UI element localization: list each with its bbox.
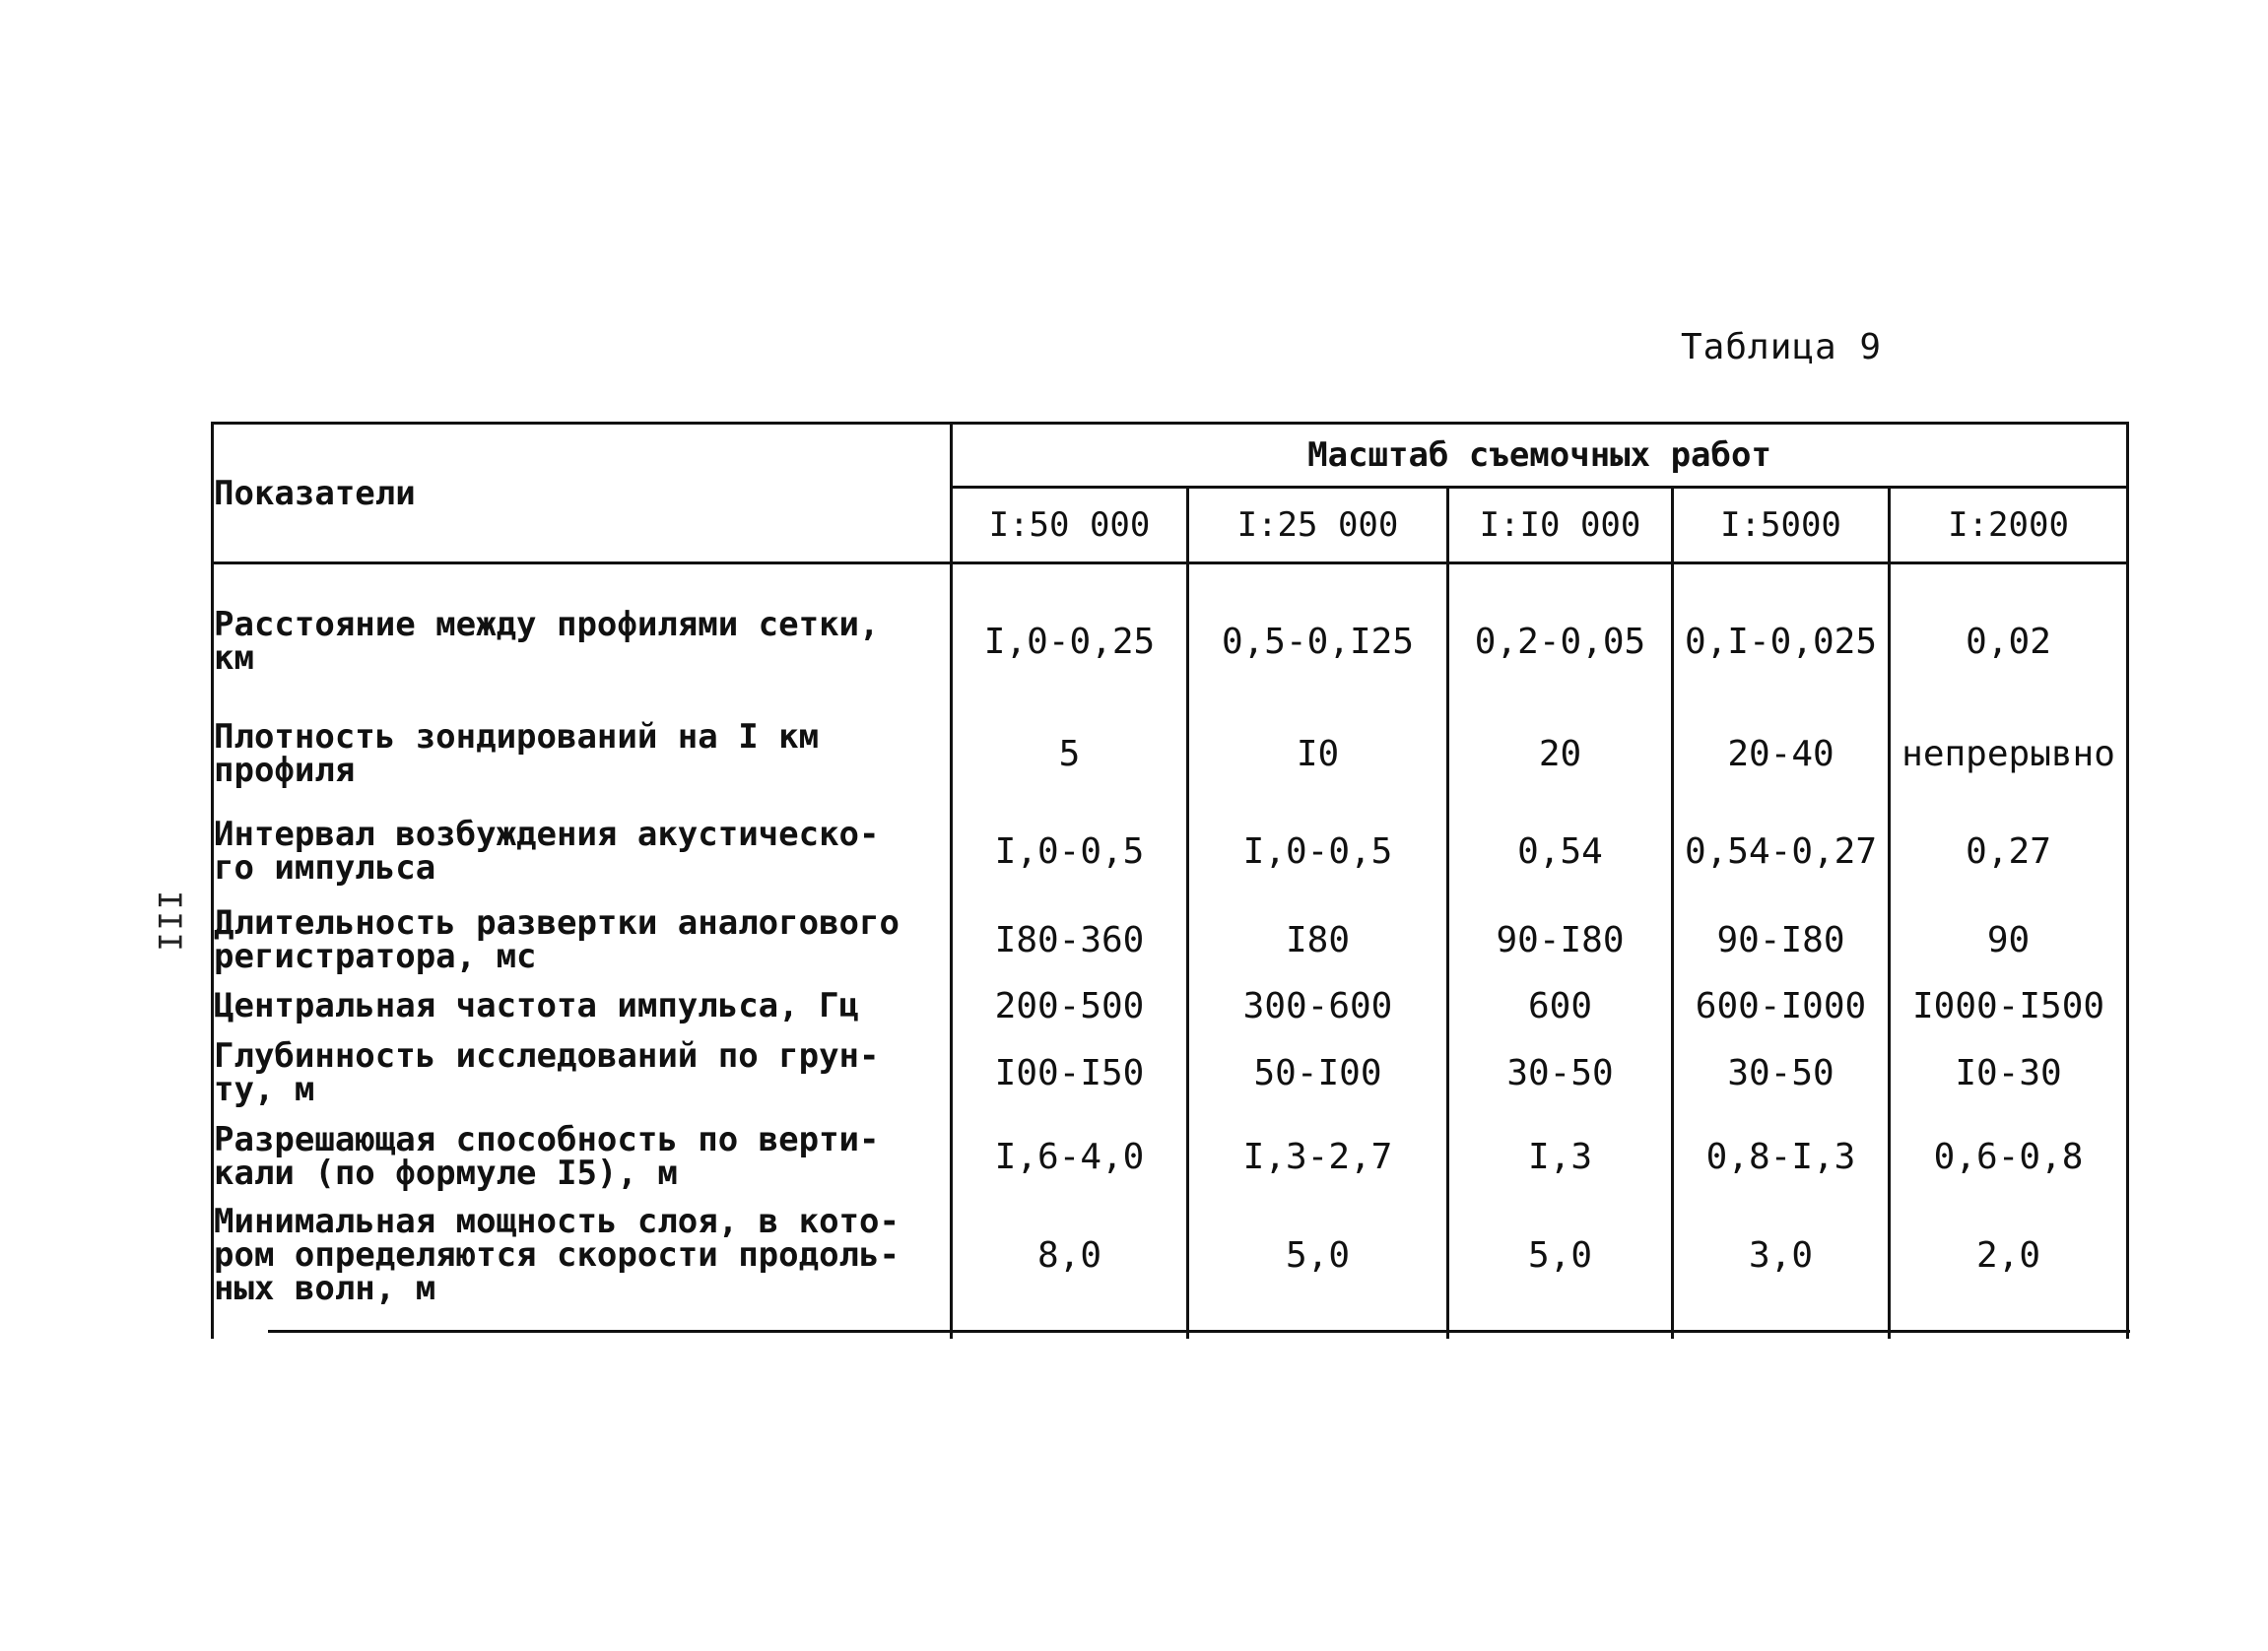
row-label-line: Расстояние между профилями сетки, <box>214 605 880 644</box>
table-cell: 30-50 <box>1448 1031 1673 1114</box>
table-cell: 0,5-0,I25 <box>1188 563 1448 705</box>
indicator-header: Показатели <box>213 424 952 563</box>
row-label-line: Разрешающая способность по верти- <box>214 1120 880 1159</box>
table-row <box>213 1031 2128 1114</box>
table-cell: 20 <box>1448 704 1673 803</box>
table-cell: 90-I80 <box>1673 899 1890 980</box>
table-cell: 0,54 <box>1448 803 1673 899</box>
table-cell: 600 <box>1448 980 1673 1031</box>
row-label-line: го импульса <box>214 848 436 888</box>
table-cell: 600-I000 <box>1673 980 1890 1031</box>
table-cell: 0,02 <box>1890 563 2128 705</box>
table-caption: Таблица 9 <box>1681 327 1883 367</box>
page-number: III <box>151 891 188 954</box>
row-label <box>213 704 952 803</box>
table-cell: 5,0 <box>1188 1199 1448 1339</box>
scale-header: I:5000 <box>1673 488 1890 563</box>
table-cell: 5 <box>952 704 1188 803</box>
table-row <box>213 1199 2128 1339</box>
row-label-line: км <box>214 638 254 678</box>
row-label-line: кали (по формуле I5), м <box>214 1154 678 1193</box>
scale-header: I:2000 <box>1890 488 2128 563</box>
table-cell: I,3 <box>1448 1114 1673 1199</box>
table-cell: I80-360 <box>952 899 1188 980</box>
table-row <box>213 1114 2128 1199</box>
table-row <box>213 899 2128 980</box>
table-row <box>213 803 2128 899</box>
row-label-line: профиля <box>214 751 356 790</box>
table-cell: 8,0 <box>952 1199 1188 1339</box>
row-label-line: Центральная частота импульса, Гц <box>214 986 860 1025</box>
table-cell: 200-500 <box>952 980 1188 1031</box>
table-cell: 0,2-0,05 <box>1448 563 1673 705</box>
row-label <box>213 563 952 705</box>
row-label <box>213 803 952 899</box>
table-row <box>213 704 2128 803</box>
table-cell: I,0-0,5 <box>1188 803 1448 899</box>
table-cell: I0-30 <box>1890 1031 2128 1114</box>
table-cell: I,3-2,7 <box>1188 1114 1448 1199</box>
table-cell: 3,0 <box>1673 1199 1890 1339</box>
table-cell: I000-I500 <box>1890 980 2128 1031</box>
table-cell: 2,0 <box>1890 1199 2128 1339</box>
row-label <box>213 980 952 1031</box>
scale-header: I:25 000 <box>1188 488 1448 563</box>
table-cell: 0,8-I,3 <box>1673 1114 1890 1199</box>
table-cell: 0,54-0,27 <box>1673 803 1890 899</box>
row-label <box>213 1031 952 1114</box>
table-cell: 5,0 <box>1448 1199 1673 1339</box>
table-row <box>213 563 2128 705</box>
table-cell: 90-I80 <box>1448 899 1673 980</box>
scale-group-header: Масштаб съемочных работ <box>952 424 2128 488</box>
scale-header: I:50 000 <box>952 488 1188 563</box>
row-label-line: ром определяются скорости продоль- <box>214 1235 900 1275</box>
table-row <box>213 980 2128 1031</box>
data-table <box>211 422 2129 1339</box>
row-label-line: регистратора, мс <box>214 937 537 976</box>
table-cell: 30-50 <box>1673 1031 1890 1114</box>
table-cell: 0,I-0,025 <box>1673 563 1890 705</box>
table-cell: 0,27 <box>1890 803 2128 899</box>
table-cell: 50-I00 <box>1188 1031 1448 1114</box>
table-cell: I00-I50 <box>952 1031 1188 1114</box>
table-cell: I80 <box>1188 899 1448 980</box>
row-label-line: Минимальная мощность слоя, в кото- <box>214 1202 900 1241</box>
scale-header: I:I0 000 <box>1448 488 1673 563</box>
table-cell: I0 <box>1188 704 1448 803</box>
table-cell: I,0-0,5 <box>952 803 1188 899</box>
table-bottom-rule <box>268 1330 2130 1333</box>
row-label-line: Плотность зондирований на I км <box>214 717 820 757</box>
row-label-line: Глубинность исследований по грун- <box>214 1036 880 1076</box>
table-cell: I,6-4,0 <box>952 1114 1188 1199</box>
table-cell: I,0-0,25 <box>952 563 1188 705</box>
table-cell: 90 <box>1890 899 2128 980</box>
table-cell: 20-40 <box>1673 704 1890 803</box>
row-label-line: Длительность развертки аналогового <box>214 903 900 943</box>
table-cell: 300-600 <box>1188 980 1448 1031</box>
row-label <box>213 899 952 980</box>
table-cell: непрерывно <box>1890 704 2128 803</box>
row-label-line: ту, м <box>214 1070 315 1109</box>
row-label <box>213 1199 952 1339</box>
row-label <box>213 1114 952 1199</box>
table-cell: 0,6-0,8 <box>1890 1114 2128 1199</box>
row-label-line: ных волн, м <box>214 1269 436 1308</box>
row-label-line: Интервал возбуждения акустическо- <box>214 815 880 854</box>
